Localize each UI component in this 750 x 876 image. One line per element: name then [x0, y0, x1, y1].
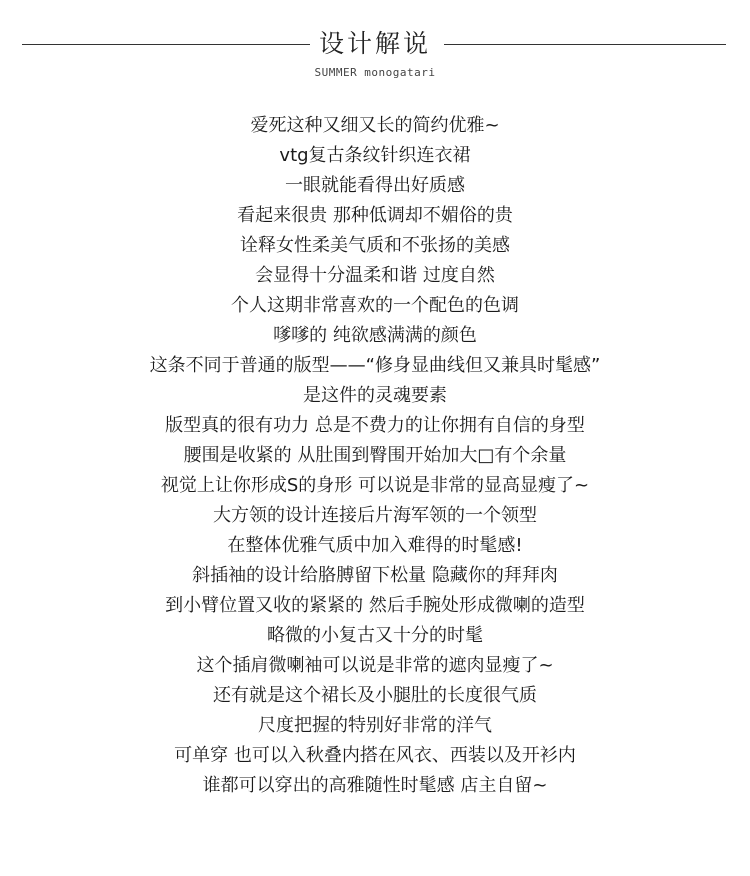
description-line: 尺度把握的特别好非常的洋气 — [258, 715, 492, 736]
description-line: 谁都可以穿出的高雅随性时髦感 店主自留~ — [202, 775, 548, 796]
description-line: 会显得十分温柔和谐 过度自然 — [255, 265, 495, 286]
section-header — [0, 28, 750, 88]
description-line: 版型真的很有功力 总是不费力的让你拥有自信的身型 — [165, 415, 585, 436]
description-line: 诠释女性柔美气质和不张扬的美感 — [240, 235, 510, 256]
description-line: 视觉上让你形成S的身形 可以说是非常的显高显瘦了~ — [160, 475, 590, 496]
description-line: vtg复古条纹针织连衣裙 — [279, 145, 471, 166]
header-rule-right — [444, 44, 726, 45]
section-subtitle: SUMMER monogatari — [314, 66, 436, 79]
description-line: 可单穿 也可以入秋叠内搭在风衣、西装以及开衫内 — [174, 745, 576, 766]
description-line: 大方领的设计连接后片海军领的一个领型 — [213, 505, 537, 526]
description-line: 腰围是收紧的 从肚围到臀围开始加大□有个余量 — [183, 445, 567, 466]
description-line: 这条不同于普通的版型——“修身显曲线但又兼具时髦感” — [149, 355, 601, 376]
description-line: 还有就是这个裙长及小腿肚的长度很气质 — [213, 685, 537, 706]
description-line: 是这件的灵魂要素 — [303, 385, 447, 406]
section-title: 设计解说 — [318, 29, 431, 58]
description-line: 略微的小复古又十分的时髦 — [267, 625, 483, 646]
description-line: 个人这期非常喜欢的一个配色的色调 — [231, 295, 519, 316]
description-line: 看起来很贵 那种低调却不媚俗的贵 — [237, 205, 513, 226]
description-line: 一眼就能看得出好质感 — [285, 175, 465, 196]
description-line: 这个插肩微喇袖可以说是非常的遮肉显瘦了~ — [196, 655, 554, 676]
description-line: 到小臂位置又收的紧紧的 然后手腕处形成微喇的造型 — [165, 595, 585, 616]
description-text-block — [0, 111, 750, 801]
description-line: 爱死这种又细又长的简约优雅~ — [250, 115, 500, 136]
description-line: 在整体优雅气质中加入难得的时髦感! — [227, 535, 523, 556]
description-line: 嗲嗲的 纯欲感满满的颜色 — [273, 325, 477, 346]
description-line: 斜插袖的设计给胳膊留下松量 隐藏你的拜拜肉 — [192, 565, 558, 586]
